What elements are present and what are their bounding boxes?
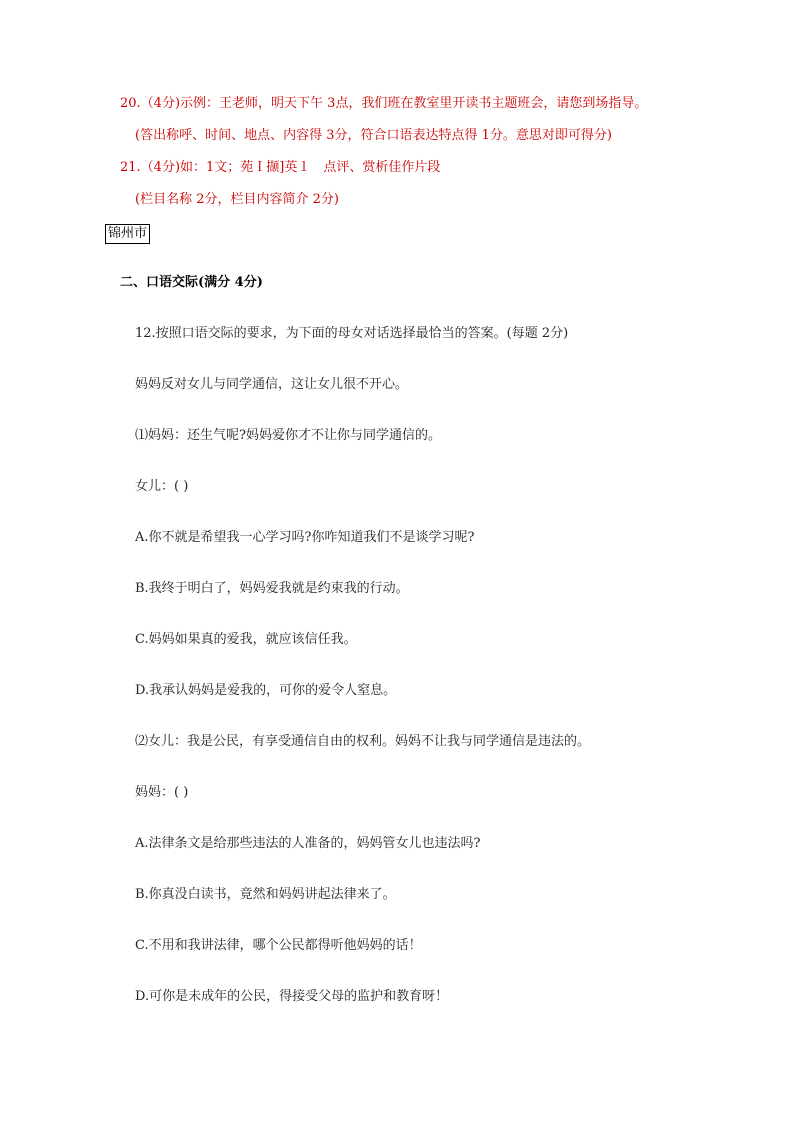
part2-option-d: D.可你是未成年的公民，得接受父母的监护和教育呀！ xyxy=(135,989,449,1004)
city-label: 锦州市 xyxy=(105,224,150,244)
part1-prompt: ⑴妈妈：还生气呢?妈妈爱你才不让你与同学通信的。 xyxy=(135,428,441,443)
part1-option-b: B.我终于明白了，妈妈爱我就是约束我的行动。 xyxy=(135,581,409,596)
section-title: 二、口语交际(满分 4分) xyxy=(120,275,263,290)
part1-option-a: A.你不就是希望我一心学习吗?你咋知道我们不是谈学习呢? xyxy=(135,530,475,545)
answer-q21: 21.（4分)如：1文；苑Ｉ撷]英１ 点评、赏析佳作片段 xyxy=(120,160,441,175)
part2-option-c: C.不用和我讲法律，哪个公民都得听他妈妈的话！ xyxy=(135,938,422,953)
part2-blank: 妈妈：( ) xyxy=(135,785,189,800)
answer-q20-note: (答出称呼、时间、地点、内容得 3分，符合口语表达特点得 1分。意思对即可得分) xyxy=(135,128,612,143)
part1-blank: 女儿：( ) xyxy=(135,479,189,494)
part1-option-d: D.我承认妈妈是爱我的，可你的爱令人窒息。 xyxy=(135,683,397,698)
question-text: 12.按照口语交际的要求，为下面的母女对话选择最恰当的答案。(每题 2分) xyxy=(135,326,569,341)
answer-q20: 20.（4分)示例：王老师，明天下午 3点，我们班在教室里开读书主题班会，请您到场指导。 xyxy=(120,96,648,111)
part1-option-c: C.妈妈如果真的爱我，就应该信任我。 xyxy=(135,632,357,647)
context-text: 妈妈反对女儿与同学通信，这让女儿很不开心。 xyxy=(135,377,409,392)
answer-q21-note: (栏目名称 2分，栏目内容简介 2分) xyxy=(135,192,339,207)
part2-option-a: A.法律条文是给那些违法的人准备的，妈妈管女儿也违法吗? xyxy=(135,836,481,851)
part2-prompt: ⑵女儿：我是公民，有享受通信自由的权利。妈妈不让我与同学通信是违法的。 xyxy=(135,734,591,749)
part2-option-b: B.你真没白读书，竟然和妈妈讲起法律来了。 xyxy=(135,887,396,902)
